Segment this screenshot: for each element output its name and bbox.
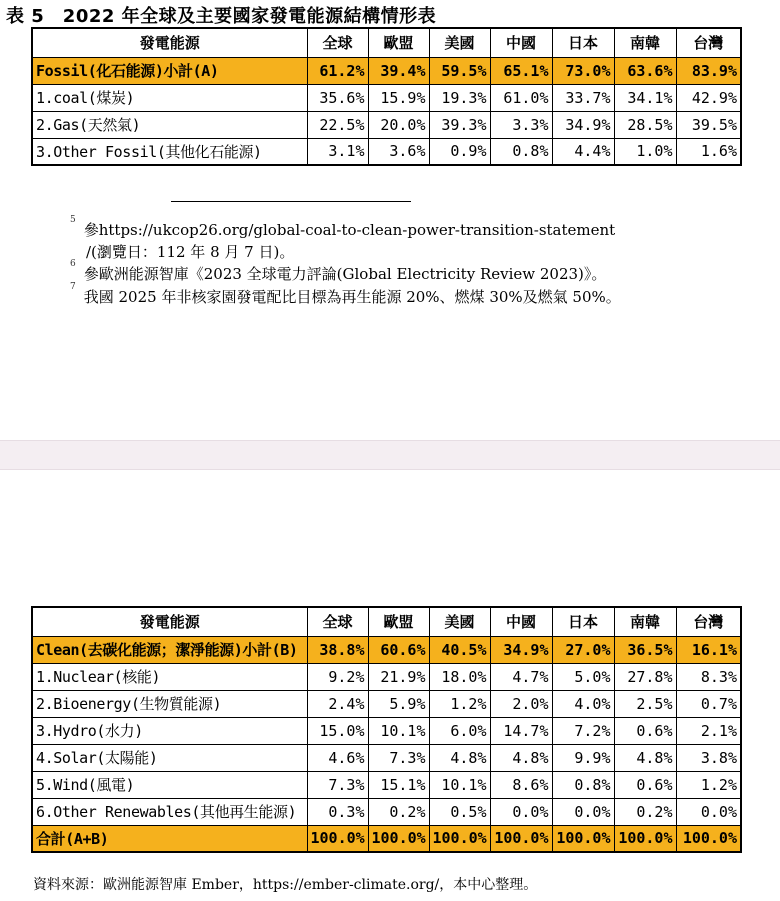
value-cell: 100.0%: [676, 825, 741, 852]
value-cell: 7.3%: [368, 744, 429, 771]
value-cell: 73.0%: [552, 57, 614, 84]
value-cell: 4.0%: [552, 690, 614, 717]
value-cell: 3.8%: [676, 744, 741, 771]
value-cell: 3.3%: [490, 111, 552, 138]
header-row: [32, 607, 741, 636]
row-label: Clean(去碳化能源；潔淨能源)小計(B): [32, 636, 307, 663]
row-label: 1.Nuclear(核能): [32, 663, 307, 690]
value-cell: 7.3%: [307, 771, 368, 798]
row-label: 6.Other Renewables(其他再生能源): [32, 798, 307, 825]
footnote-5-continued: [70, 241, 294, 262]
value-cell: 100.0%: [552, 825, 614, 852]
row-label: 3.Other Fossil(其他化石能源): [32, 138, 307, 165]
value-cell: 0.9%: [429, 138, 490, 165]
footnote-mark: 7: [70, 282, 76, 292]
value-cell: 5.0%: [552, 663, 614, 690]
header-cell: 全球: [307, 607, 368, 636]
value-cell: 39.3%: [429, 111, 490, 138]
table-row: [32, 663, 741, 690]
value-cell: 61.2%: [307, 57, 368, 84]
footnote-mark: 5: [70, 215, 76, 225]
header-cell: 台灣: [676, 607, 741, 636]
header-cell: 南韓: [614, 607, 676, 636]
footnote-5: [70, 215, 616, 240]
value-cell: 7.2%: [552, 717, 614, 744]
value-cell: 3.1%: [307, 138, 368, 165]
header-cell: 美國: [429, 607, 490, 636]
value-cell: 2.5%: [614, 690, 676, 717]
value-cell: 34.9%: [552, 111, 614, 138]
header-row: [32, 28, 741, 57]
value-cell: 34.9%: [490, 636, 552, 663]
table-row: [32, 717, 741, 744]
value-cell: 63.6%: [614, 57, 676, 84]
header-cell: 發電能源: [32, 28, 307, 57]
value-cell: 1.6%: [676, 138, 741, 165]
header-cell: 日本: [552, 607, 614, 636]
header-cell: 日本: [552, 28, 614, 57]
subtotal-row: [32, 57, 741, 84]
footnote-7: [70, 282, 621, 307]
value-cell: 0.7%: [676, 690, 741, 717]
header-cell: 歐盟: [368, 607, 429, 636]
value-cell: 2.0%: [490, 690, 552, 717]
subtotal-row: [32, 636, 741, 663]
header-cell: 中國: [490, 28, 552, 57]
footnote-6: [70, 259, 607, 284]
value-cell: 8.3%: [676, 663, 741, 690]
value-cell: 22.5%: [307, 111, 368, 138]
total-row: [32, 825, 741, 852]
value-cell: 61.0%: [490, 84, 552, 111]
footnote-text: 我國 2025 年非核家園發電配比目標為再生能源 20%、燃煤 30%及燃氣 50%。: [83, 288, 621, 306]
table-row: [32, 798, 741, 825]
value-cell: 8.6%: [490, 771, 552, 798]
value-cell: 0.8%: [552, 771, 614, 798]
value-cell: 9.2%: [307, 663, 368, 690]
value-cell: 27.0%: [552, 636, 614, 663]
value-cell: 14.7%: [490, 717, 552, 744]
value-cell: 40.5%: [429, 636, 490, 663]
row-label: 合計(A+B): [32, 825, 307, 852]
table-row: [32, 771, 741, 798]
value-cell: 27.8%: [614, 663, 676, 690]
table-row: [32, 690, 741, 717]
row-label: 2.Bioenergy(生物質能源): [32, 690, 307, 717]
value-cell: 100.0%: [307, 825, 368, 852]
table-row: [32, 744, 741, 771]
value-cell: 100.0%: [368, 825, 429, 852]
value-cell: 42.9%: [676, 84, 741, 111]
footnote-text: 參歐洲能源智庫《2023 全球電力評論(Global Electricity Review 2023)》。: [83, 265, 607, 283]
footnote-divider: [171, 201, 411, 202]
value-cell: 15.9%: [368, 84, 429, 111]
value-cell: 4.8%: [429, 744, 490, 771]
row-label: 4.Solar(太陽能): [32, 744, 307, 771]
row-label: 3.Hydro(水力): [32, 717, 307, 744]
value-cell: 0.6%: [614, 717, 676, 744]
value-cell: 0.2%: [368, 798, 429, 825]
value-cell: 1.2%: [429, 690, 490, 717]
value-cell: 38.8%: [307, 636, 368, 663]
value-cell: 2.4%: [307, 690, 368, 717]
value-cell: 0.5%: [429, 798, 490, 825]
value-cell: 39.4%: [368, 57, 429, 84]
value-cell: 0.8%: [490, 138, 552, 165]
value-cell: 4.6%: [307, 744, 368, 771]
row-label: 5.Wind(風電): [32, 771, 307, 798]
value-cell: 10.1%: [429, 771, 490, 798]
header-cell: 台灣: [676, 28, 741, 57]
value-cell: 60.6%: [368, 636, 429, 663]
value-cell: 59.5%: [429, 57, 490, 84]
footnote-link-text[interactable]: 參https://ukcop26.org/global-coal-to-clean-power-transition-statement: [83, 221, 616, 239]
value-cell: 36.5%: [614, 636, 676, 663]
value-cell: 16.1%: [676, 636, 741, 663]
value-cell: 100.0%: [490, 825, 552, 852]
value-cell: 21.9%: [368, 663, 429, 690]
table-row: [32, 111, 741, 138]
value-cell: 20.0%: [368, 111, 429, 138]
value-cell: 0.0%: [490, 798, 552, 825]
value-cell: 0.0%: [552, 798, 614, 825]
value-cell: 3.6%: [368, 138, 429, 165]
value-cell: 0.0%: [676, 798, 741, 825]
value-cell: 35.6%: [307, 84, 368, 111]
value-cell: 34.1%: [614, 84, 676, 111]
value-cell: 1.2%: [676, 771, 741, 798]
table-title: 表 5 2022 年全球及主要國家發電能源結構情形表: [6, 6, 437, 27]
value-cell: 2.1%: [676, 717, 741, 744]
page-separator: [0, 440, 780, 470]
value-cell: 28.5%: [614, 111, 676, 138]
row-label: Fossil(化石能源)小計(A): [32, 57, 307, 84]
value-cell: 100.0%: [614, 825, 676, 852]
header-cell: 美國: [429, 28, 490, 57]
footnote-text: /(瀏覽日：112 年 8 月 7 日)。: [86, 243, 295, 261]
header-cell: 歐盟: [368, 28, 429, 57]
header-cell: 發電能源: [32, 607, 307, 636]
value-cell: 5.9%: [368, 690, 429, 717]
value-cell: 4.4%: [552, 138, 614, 165]
value-cell: 4.7%: [490, 663, 552, 690]
value-cell: 0.6%: [614, 771, 676, 798]
value-cell: 10.1%: [368, 717, 429, 744]
value-cell: 0.2%: [614, 798, 676, 825]
value-cell: 15.1%: [368, 771, 429, 798]
footnote-mark: 6: [70, 259, 76, 269]
row-label: 1.coal(煤炭): [32, 84, 307, 111]
value-cell: 83.9%: [676, 57, 741, 84]
value-cell: 15.0%: [307, 717, 368, 744]
row-label: 2.Gas(天然氣): [32, 111, 307, 138]
clean-energy-table: [31, 606, 742, 853]
table-row: [32, 138, 741, 165]
value-cell: 4.8%: [490, 744, 552, 771]
header-cell: 全球: [307, 28, 368, 57]
value-cell: 19.3%: [429, 84, 490, 111]
source-note: 資料來源：歐洲能源智庫 Ember，https://ember-climate.org/，本中心整理。: [33, 877, 538, 893]
value-cell: 18.0%: [429, 663, 490, 690]
value-cell: 9.9%: [552, 744, 614, 771]
value-cell: 33.7%: [552, 84, 614, 111]
header-cell: 南韓: [614, 28, 676, 57]
value-cell: 6.0%: [429, 717, 490, 744]
value-cell: 65.1%: [490, 57, 552, 84]
fossil-energy-table: [31, 27, 742, 166]
table-row: [32, 84, 741, 111]
value-cell: 1.0%: [614, 138, 676, 165]
value-cell: 39.5%: [676, 111, 741, 138]
value-cell: 100.0%: [429, 825, 490, 852]
value-cell: 4.8%: [614, 744, 676, 771]
value-cell: 0.3%: [307, 798, 368, 825]
header-cell: 中國: [490, 607, 552, 636]
